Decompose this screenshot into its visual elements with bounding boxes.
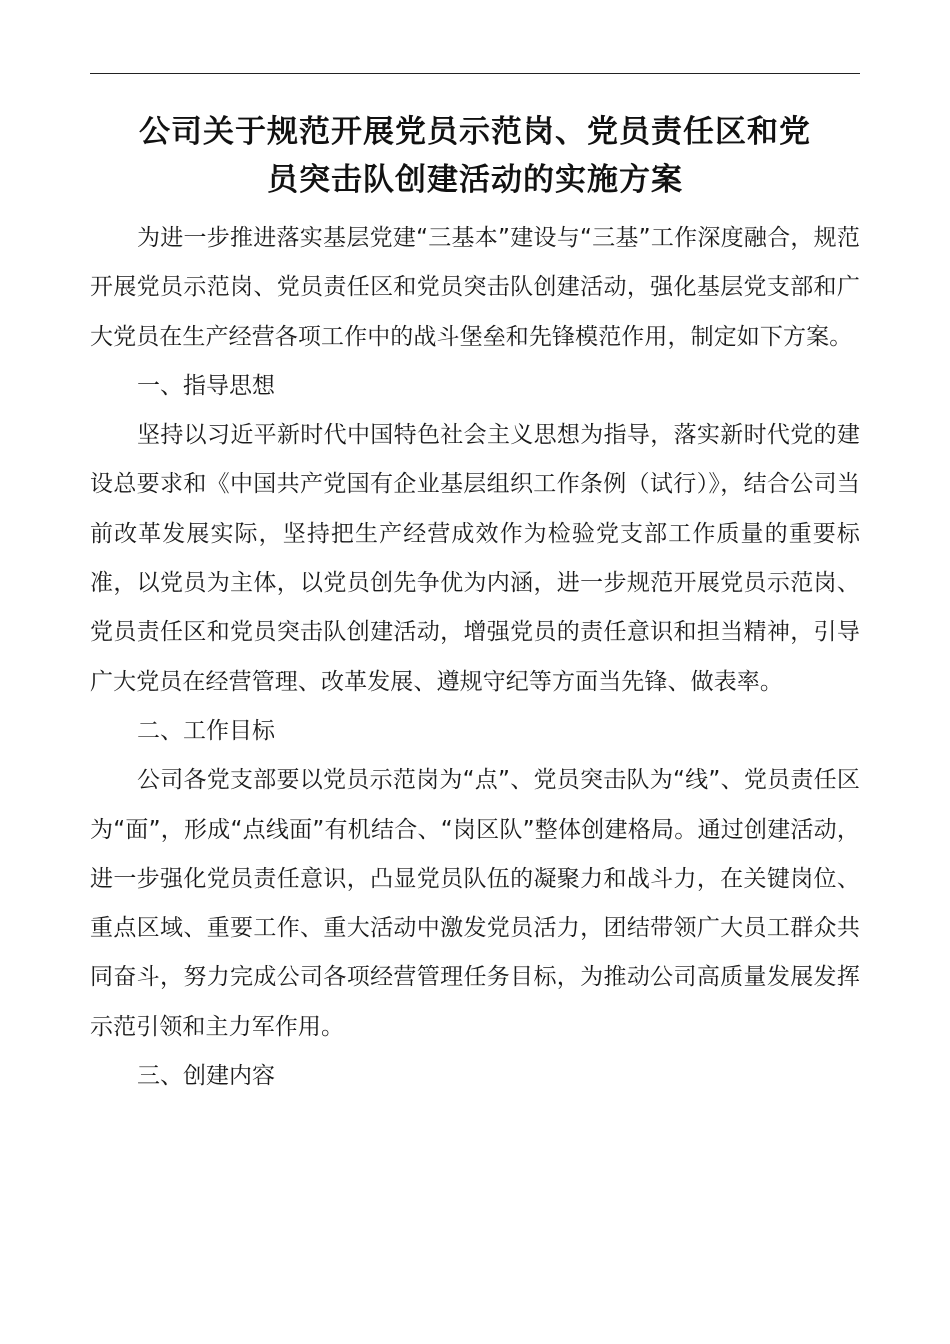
intro-paragraph: 为进一步推进落实基层党建“三基本”建设与“三基”工作深度融合，规范开展党员示范岗、党员责任区和党员突击队创建活动，强化基层党支部和广大党员在生产经营各项工作中的战斗堡垒和先锋模范作用，制定如下方案。	[90, 225, 860, 350]
section-heading-guiding-ideology: 一、指导思想	[137, 372, 275, 399]
section-paragraph-work-goals: 公司各党支部要以党员示范岗为“点”、党员突击队为“线”、党员责任区为“面”，形成“点线面”有机结合、“岗区队”整体创建格局。通过创建活动，进一步强化党员责任意识，凸显党员队伍的凝聚力和战斗力，在关键岗位、重点区域、重要工作、重大活动中激发党员活力，团结带领广大员工群众共同奋斗，努力完成公司各项经营管理任务目标，为推动公司高质量发展发挥示范引领和主力军作用。	[90, 767, 860, 1040]
header-rule	[90, 73, 860, 74]
title-line-1: 公司关于规范开展党员示范岗、党员责任区和党	[139, 114, 811, 150]
document-title	[90, 108, 860, 204]
section-paragraph-guiding-ideology: 坚持以习近平新时代中国特色社会主义思想为指导，落实新时代党的建设总要求和《中国共产党国有企业基层组织工作条例（试行）》，结合公司当前改革发展实际，坚持把生产经营成效作为检验党支部工作质量的重要标准，以党员为主体，以党员创先争优为内涵，进一步规范开展党员示范岗、党员责任区和党员突击队创建活动，增强党员的责任意识和担当精神，引导广大党员在经营管理、改革发展、遵规守纪等方面当先锋、做表率。	[90, 422, 860, 695]
document-body	[90, 214, 860, 1101]
title-line-2: 员突击队创建活动的实施方案	[267, 162, 683, 198]
section-heading-creation-content: 三、创建内容	[137, 1063, 275, 1090]
section-heading-work-goals: 二、工作目标	[137, 717, 275, 744]
